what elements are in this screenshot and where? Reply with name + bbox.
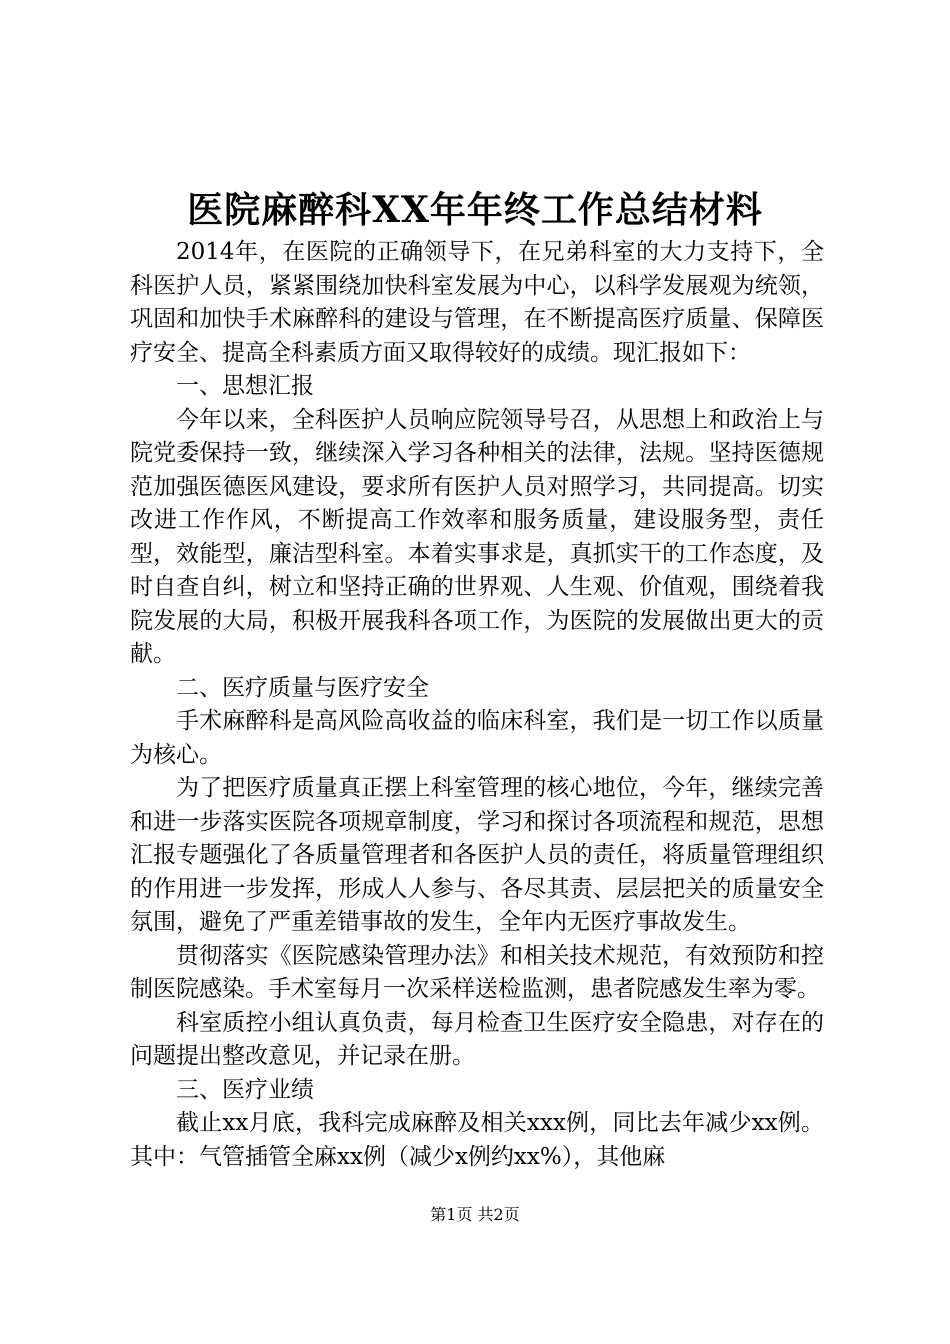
- paragraph-intro: 2014年，在医院的正确领导下，在兄弟科室的大力支持下，全科医护人员，紧紧围绕加快科室发展为中心，以科学发展观为统领，巩固和加快手术麻醉科的建设与管理，在不断提高医疗质量、保障医疗安全、提高全科素质方面又取得较好的成绩。现汇报如下：: [130, 239, 824, 366]
- paragraph: 贯彻落实《医院感染管理办法》和相关技术规范，有效预防和控制医院感染。手术室每月一次采样送检监测，患者院感发生率为零。: [130, 942, 824, 1002]
- document-title: 医院麻醉科XX年年终工作总结材料: [187, 189, 763, 231]
- paragraph: 截止xx月底，我科完成麻醉及相关xxx例，同比去年减少xx例。其中：气管插管全麻xx例（减少x例约xx%），其他麻: [130, 1110, 824, 1170]
- paragraph: 手术麻醉科是高风险高收益的临床科室，我们是一切工作以质量为核心。: [130, 708, 824, 768]
- paragraph: 为了把医疗质量真正摆上科室管理的核心地位，今年，继续完善和进一步落实医院各项规章制度，学习和探讨各项流程和规范，思想汇报专题强化了各质量管理者和各医护人员的责任，将质量管理组织的作用进一步发挥，形成人人参与、各尽其责、层层把关的质量安全氛围，避免了严重差错事故的发生，全年内无医疗事故发生。: [130, 775, 824, 935]
- section-heading-2: 二、医疗质量与医疗安全: [176, 674, 429, 701]
- document-body: [130, 236, 824, 1174]
- paragraph: 今年以来，全科医护人员响应院领导号召，从思想上和政治上与院党委保持一致，继续深入学习各种相关的法律，法规。坚持医德规范加强医德医风建设，要求所有医护人员对照学习，共同提高。切实改进工作作风，不断提高工作效率和服务质量，建设服务型，责任型，效能型，廉洁型科室。本着实事求是，真抓实干的工作态度，及时自查自纠，树立和坚持正确的世界观、人生观、价值观，围绕着我院发展的大局，积极开展我科各项工作，为医院的发展做出更大的贡献。: [130, 406, 824, 667]
- page-footer: 第1页 共2页: [430, 1205, 520, 1224]
- paragraph: 科室质控小组认真负责，每月检查卫生医疗安全隐患，对存在的问题提出整改意见，并记录在册。: [130, 1009, 824, 1069]
- section-heading-1: 一、思想汇报: [176, 373, 314, 399]
- section-heading-3: 三、医疗业绩: [176, 1076, 314, 1103]
